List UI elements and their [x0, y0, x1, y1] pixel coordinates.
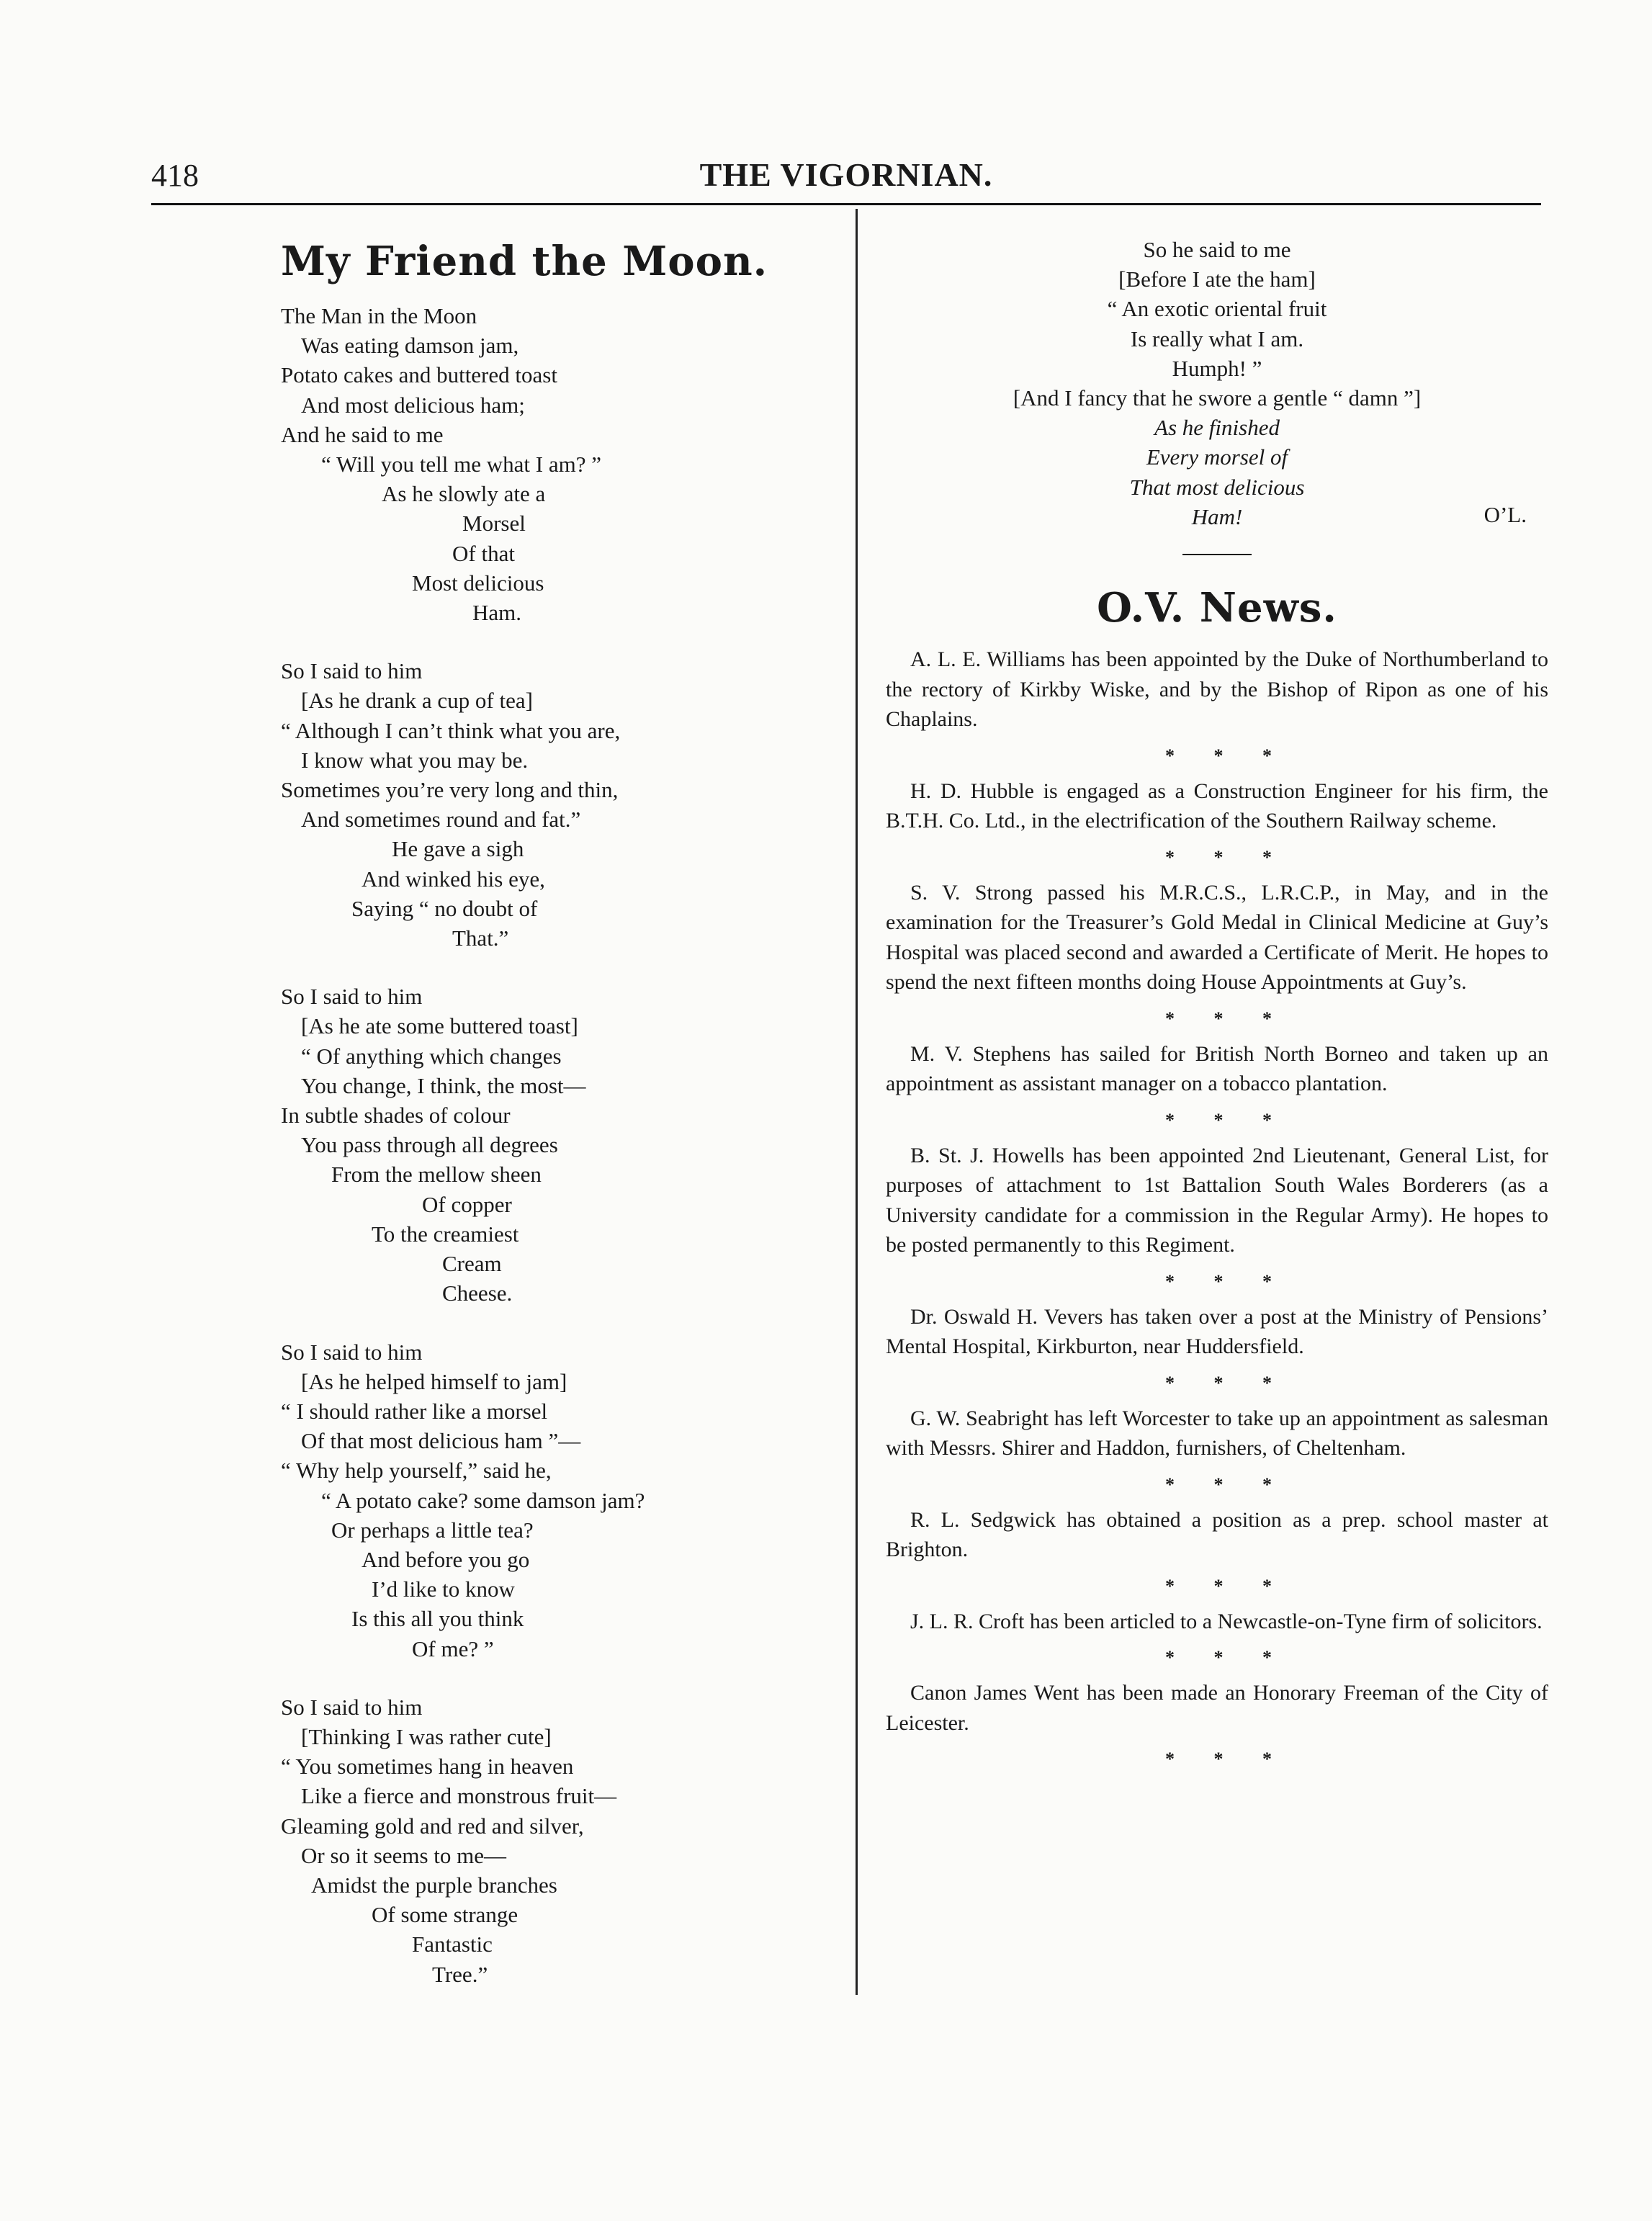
poem-line: Humph! ”: [1172, 355, 1262, 381]
poem-line: Like a fierce and monstrous fruit—: [301, 1783, 617, 1809]
poem-line: I know what you may be.: [301, 747, 529, 773]
poem-line: “ A potato cake? some damson jam?: [321, 1487, 645, 1513]
poem-line: As he slowly ate a: [382, 481, 546, 507]
poem-stanzas: [281, 301, 785, 1989]
poem-line: “ Will you tell me what I am? ”: [321, 452, 601, 477]
star-separator: * * *: [1165, 1372, 1289, 1394]
poem-line: Cream: [442, 1251, 502, 1277]
news-list: [886, 645, 1548, 1774]
poem-line: Saying “ no doubt of: [351, 895, 538, 921]
poem-line: So I said to him: [281, 658, 423, 684]
column-divider: [856, 209, 858, 1995]
star-separator: * * *: [1165, 1647, 1289, 1669]
poem-line: [Before I ate the ham]: [1118, 266, 1316, 292]
poem-stanza: [281, 656, 785, 953]
poem-line: Of copper: [422, 1191, 512, 1217]
poem-line: [And I fancy that he swore a gentle “ damn ”]: [1013, 385, 1422, 411]
poem-line: Of that most delicious ham ”—: [301, 1428, 581, 1454]
poem-line: Potato cakes and buttered toast: [281, 362, 557, 388]
news-item: Dr. Oswald H. Vevers has taken over a post at the Ministry of Pensions’ Mental Hospital, Kirkburton, near Huddersfield.: [886, 1304, 1548, 1359]
section-rule: [1182, 554, 1252, 555]
page-header: [151, 153, 1541, 196]
poem-line: Fantastic: [412, 1931, 493, 1957]
poem-line: As he finished: [1154, 415, 1280, 441]
poem-line: [As he drank a cup of tea]: [301, 688, 533, 714]
poem-line: “ You sometimes hang in heaven: [281, 1754, 574, 1780]
news-item: S. V. Strong passed his M.R.C.S., L.R.C.P., in May, and in the examination for the Treasurer’s Gold Medal in Clinical Medicine at Guy’s Hospital was placed second and awarded a Certificate of Merit. He hopes to spend the next fifteen months doing House Appointments at Guy’s.: [886, 880, 1548, 995]
poem-signature: O’L.: [1483, 502, 1527, 528]
poem-line: From the mellow sheen: [331, 1162, 542, 1188]
poem-line: You pass through all degrees: [301, 1132, 558, 1158]
header-rule: [151, 203, 1541, 205]
poem-line: He gave a sigh: [392, 836, 524, 862]
poem-line: I’d like to know: [372, 1576, 515, 1602]
poem-line: Every morsel of: [1146, 444, 1288, 470]
poem-line: Of that: [452, 540, 515, 566]
poem-line: Was eating damson jam,: [301, 333, 519, 359]
poem-line: That most delicious: [1129, 474, 1305, 500]
poem-line: Ham.: [472, 600, 522, 626]
news-item: A. L. E. Williams has been appointed by the Duke of Northumberland to the rectory of Kirkby Wiske, and by the Bishop of Ripon as one of his Chaplains.: [886, 647, 1548, 732]
poem-stanza: [281, 301, 785, 627]
running-title: THE VIGORNIAN.: [699, 156, 993, 193]
poem-line: To the creamiest: [372, 1221, 519, 1247]
star-separator: * * *: [1165, 846, 1289, 868]
poem-line: Of me? ”: [412, 1636, 494, 1661]
poem-line: Gleaming gold and red and silver,: [281, 1813, 584, 1839]
right-column: [886, 235, 1548, 1780]
poem-column: [281, 238, 785, 2018]
poem-line: [As he ate some buttered toast]: [301, 1013, 578, 1039]
poem-line: Most delicious: [412, 570, 544, 596]
poem-line: Of some strange: [372, 1902, 519, 1928]
poem-line: “ An exotic oriental fruit: [1107, 296, 1327, 322]
poem-line: And sometimes round and fat.”: [301, 807, 581, 833]
poem-line: “ Although I can’t think what you are,: [281, 717, 621, 743]
poem-line: Is really what I am.: [1130, 326, 1304, 351]
star-separator: * * *: [1165, 1749, 1289, 1770]
poem-line: “ Of anything which changes: [301, 1043, 562, 1069]
poem-line: And before you go: [362, 1546, 530, 1572]
news-item: Canon James Went has been made an Honorary Freeman of the City of Leicester.: [886, 1681, 1548, 1735]
star-separator: * * *: [1165, 1575, 1289, 1597]
poem-line: Ham!: [1191, 503, 1243, 529]
poem-stanza: [281, 1692, 785, 1989]
poem-line: “ Why help yourself,” said he,: [281, 1458, 552, 1484]
star-separator: * * *: [1165, 1270, 1289, 1292]
poem-line: So I said to him: [281, 1694, 423, 1720]
poem-stanza: [281, 1337, 785, 1664]
poem-continuation: [886, 235, 1548, 531]
poem-line: Sometimes you’re very long and thin,: [281, 777, 619, 803]
poem-line: “ I should rather like a morsel: [281, 1398, 548, 1424]
poem-line: That.”: [452, 925, 509, 951]
poem-title: My Friend the Moon.: [281, 238, 768, 285]
poem-line: And he said to me: [281, 421, 444, 447]
poem-line: Amidst the purple branches: [311, 1872, 557, 1898]
poem-line: Or perhaps a little tea?: [331, 1517, 534, 1543]
news-item: G. W. Seabright has left Worcester to take up an appointment as salesman with Messrs. Shirer and Haddon, furnishers, of Cheltenham.: [886, 1406, 1548, 1461]
star-separator: * * *: [1165, 1109, 1289, 1131]
poem-line: And most delicious ham;: [301, 392, 525, 418]
poem-line: Is this all you think: [351, 1606, 524, 1632]
star-separator: * * *: [1165, 1008, 1289, 1029]
poem-line: [Thinking I was rather cute]: [301, 1723, 552, 1749]
poem-line: So I said to him: [281, 984, 423, 1010]
poem-line: The Man in the Moon: [281, 303, 477, 328]
poem-stanza: [281, 982, 785, 1308]
poem-line: You change, I think, the most—: [301, 1072, 586, 1098]
poem-line: So I said to him: [281, 1339, 423, 1365]
poem-line: Or so it seems to me—: [301, 1842, 506, 1868]
news-title: O.V. News.: [1097, 584, 1337, 632]
poem-line: And winked his eye,: [362, 866, 545, 892]
news-item: R. L. Sedgwick has obtained a position as a prep. school master at Brighton.: [886, 1507, 1548, 1562]
poem-line: Tree.”: [432, 1961, 488, 1987]
page-number: 418: [151, 158, 199, 193]
poem-line: Cheese.: [442, 1280, 513, 1306]
poem-line: Morsel: [462, 511, 526, 537]
star-separator: * * *: [1165, 1473, 1289, 1495]
star-separator: * * *: [1165, 745, 1289, 766]
news-item: M. V. Stephens has sailed for British North Borneo and taken up an appointment as assistant manager on a tobacco plantation.: [886, 1041, 1548, 1096]
poem-line: [As he helped himself to jam]: [301, 1368, 567, 1394]
poem-line: So he said to me: [1143, 237, 1291, 262]
poem-line: In subtle shades of colour: [281, 1103, 511, 1129]
news-item: J. L. R. Croft has been articled to a Newcastle-on-Tyne firm of solicitors.: [910, 1609, 1543, 1633]
news-item: B. St. J. Howells has been appointed 2nd Lieutenant, General List, for purposes of attachment to 1st Battalion South Wales Borderers (as a University candidate for a commission in the Regular Army). He hopes to be posted permanently to this Regiment.: [886, 1143, 1548, 1257]
news-item: H. D. Hubble is engaged as a Construction Engineer for his firm, the B.T.H. Co. Ltd., in the electrification of the Southern Railway scheme.: [886, 779, 1548, 833]
